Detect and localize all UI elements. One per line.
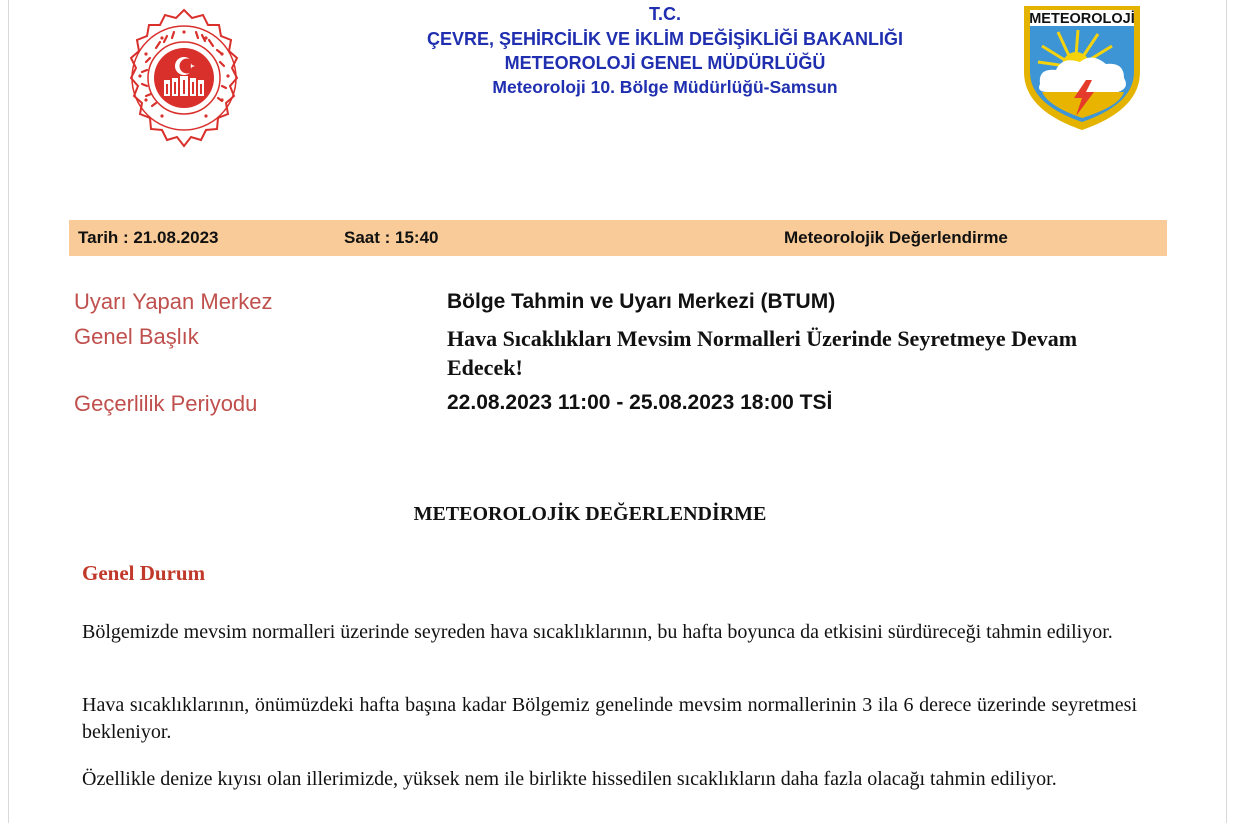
- info-bar: [69, 220, 1167, 256]
- page-edge-left: [8, 0, 9, 823]
- ministry-emblem-icon: [116, 6, 252, 154]
- title-value: Hava Sıcaklıkları Mevsim Normalleri Üzerinde Seyretmeye Devam Edecek!: [447, 326, 1078, 380]
- subsection-title: Genel Durum: [82, 561, 206, 585]
- info-time: Saat : 15:40: [344, 228, 439, 247]
- logo-text: METEOROLOJİ: [1029, 11, 1135, 27]
- header-regional-directorate: Meteoroloji 10. Bölge Müdürlüğü-Samsun: [492, 77, 838, 97]
- meteoroloji-logo-icon: [1020, 2, 1144, 132]
- info-date: Tarih : 21.08.2023: [78, 228, 219, 247]
- period-value: 22.08.2023 11:00 - 25.08.2023 18:00 TSİ: [447, 391, 833, 414]
- center-label: Uyarı Yapan Merkez: [74, 289, 273, 314]
- info-type: Meteorolojik Değerlendirme: [784, 228, 1008, 247]
- period-label: Geçerlilik Periyodu: [74, 391, 258, 416]
- paragraph: Hava sıcaklıklarının, önümüzdeki hafta başına kadar Bölgemiz genelinde mevsim normallerinin 3 ila 6 derece üzerinde seyretmesi bekleniyor.: [82, 694, 1137, 743]
- page-edge-right: [1226, 0, 1227, 823]
- header-ministry: ÇEVRE, ŞEHİRCİLİK VE İKLİM DEĞİŞİKLİĞİ BAKANLIĞI: [426, 29, 904, 49]
- paragraph: Özellikle denize kıyısı olan illerimizde, yüksek nem ile birlikte hissedilen sıcaklıkların daha fazla olacağı tahmin ediliyor.: [82, 768, 1057, 790]
- header-tc: T.C.: [648, 4, 681, 24]
- title-label: Genel Başlık: [74, 324, 199, 349]
- section-title: METEOROLOJİK DEĞERLENDİRME: [413, 503, 767, 525]
- header-general-directorate: METEOROLOJİ GENEL MÜDÜRLÜĞÜ: [504, 53, 826, 73]
- center-value: Bölge Tahmin ve Uyarı Merkezi (BTUM): [447, 290, 836, 313]
- paragraph: Bölgemizde mevsim normalleri üzerinde seyreden hava sıcaklıklarının, bu hafta boyunca da etkisini sürdüreceği tahmin ediliyor.: [82, 621, 1113, 643]
